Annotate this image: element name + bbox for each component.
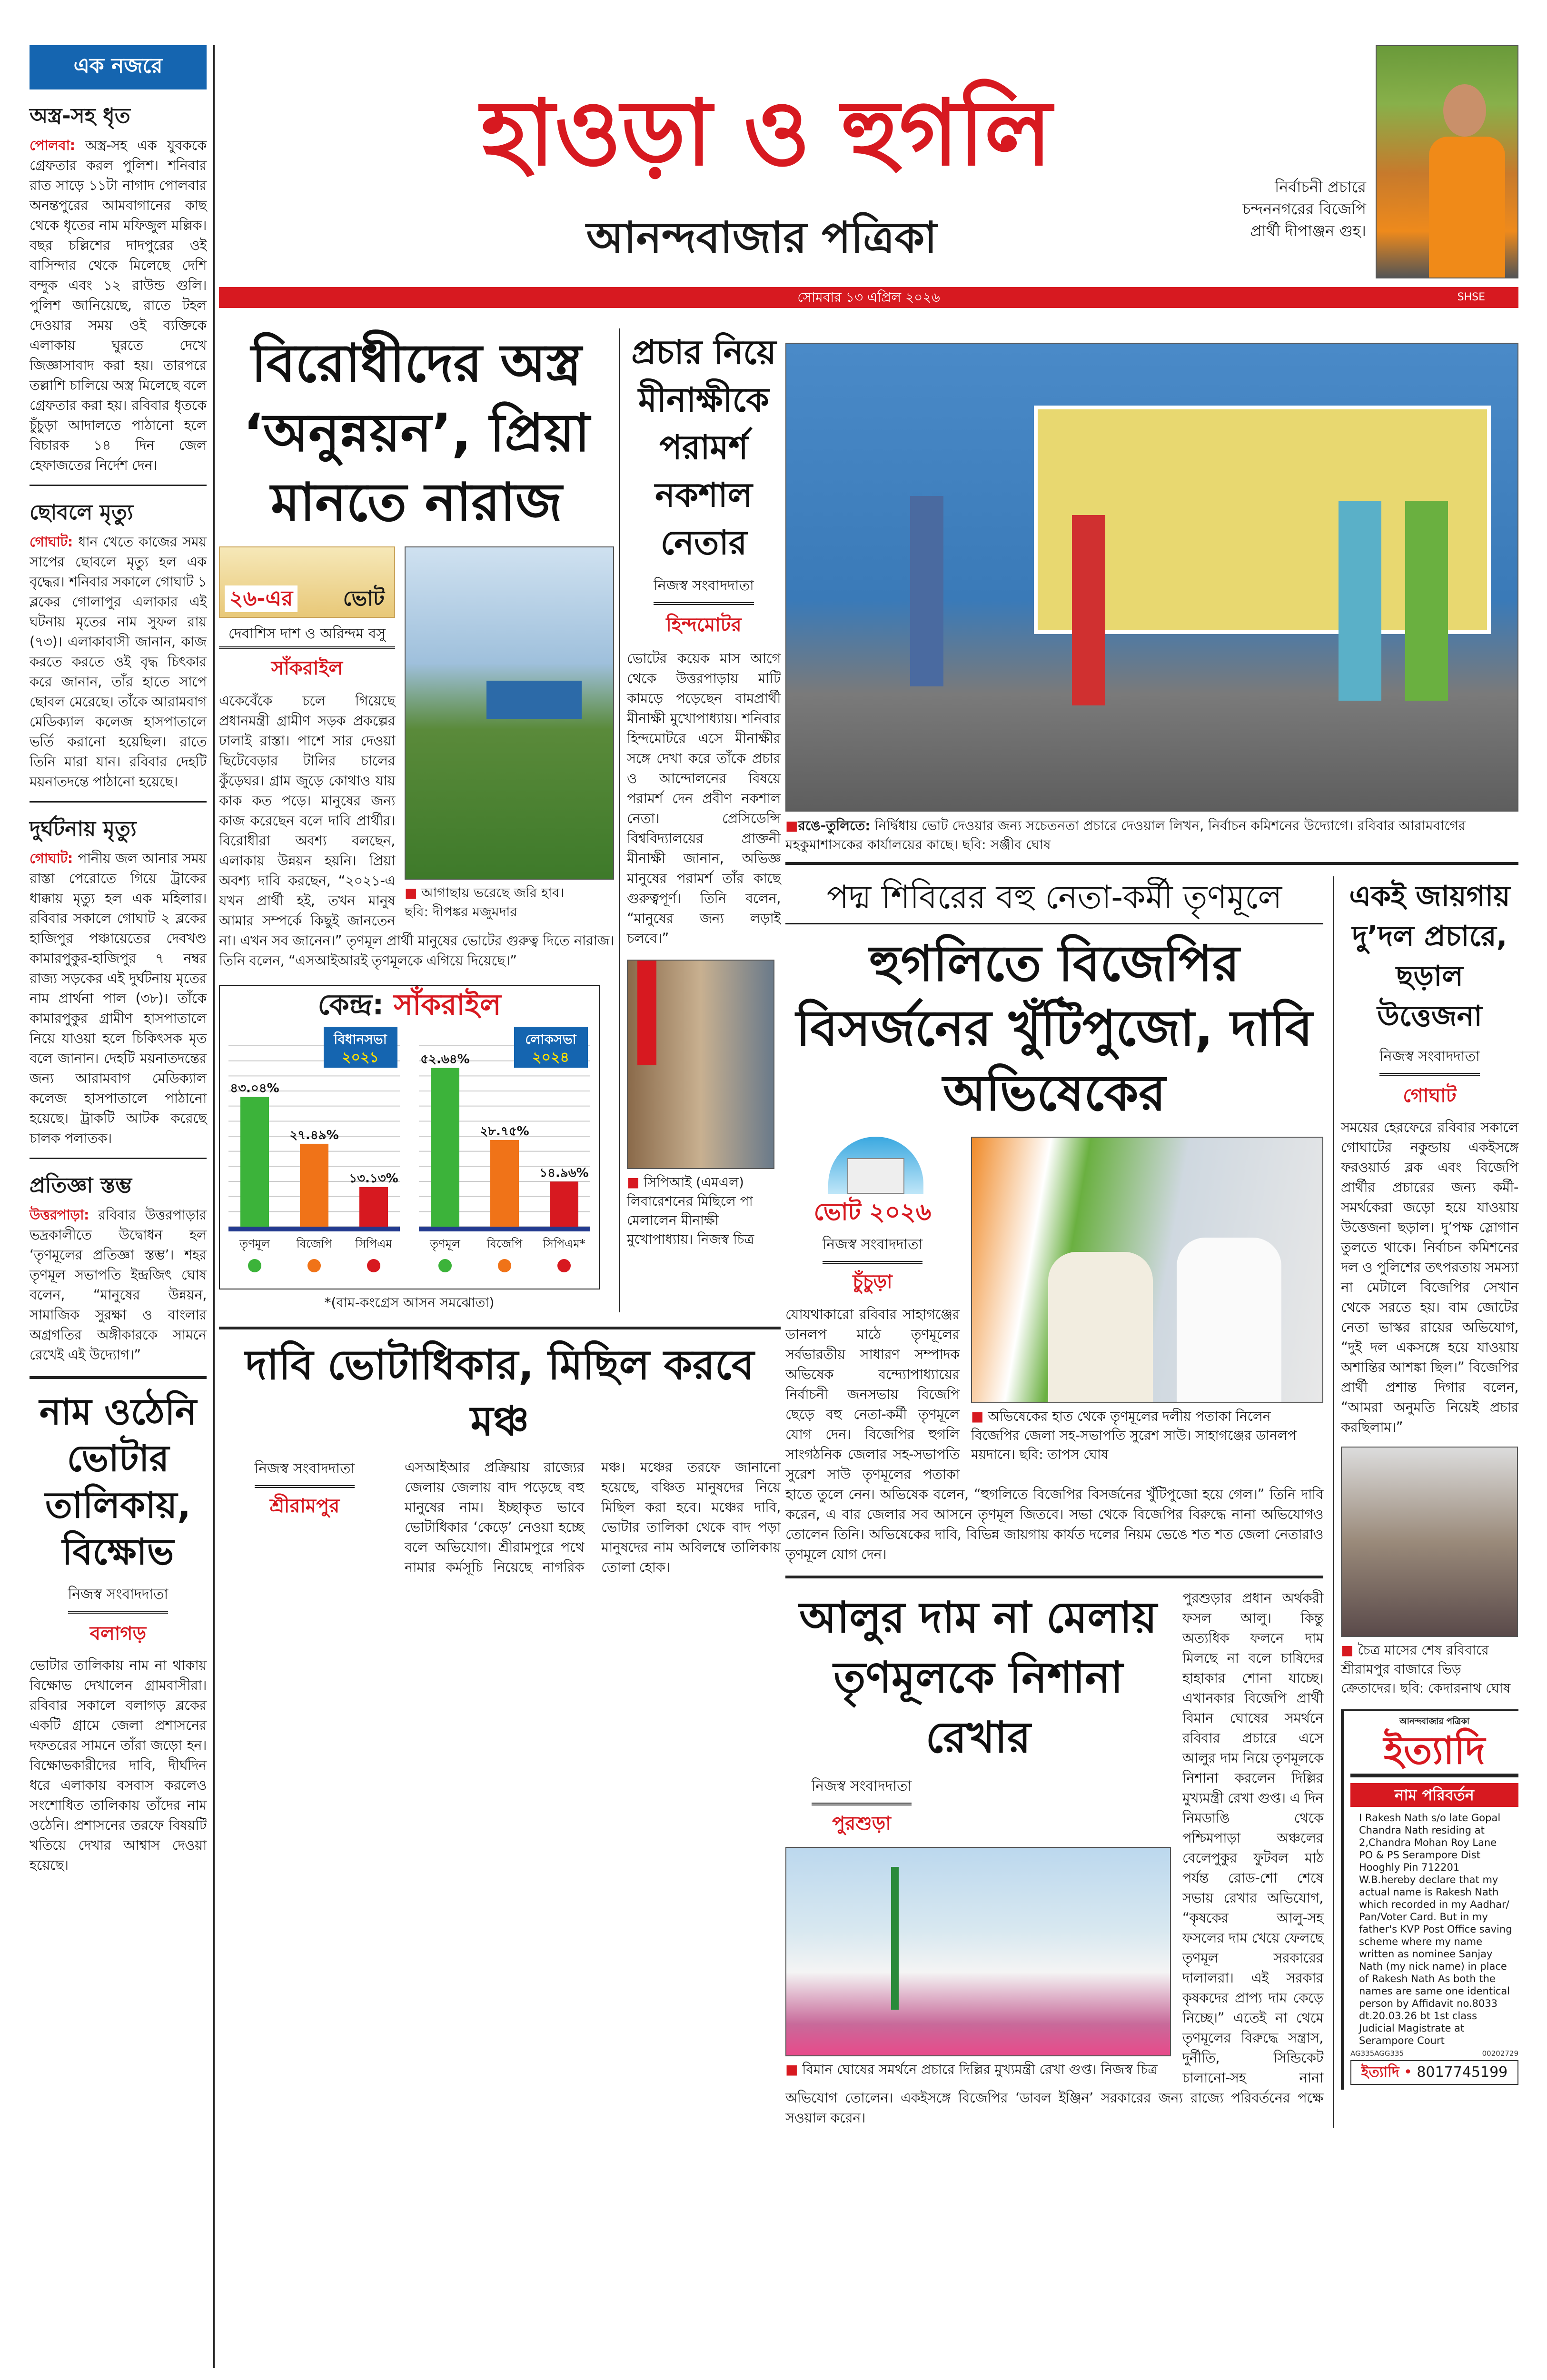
article-body: যোযথাকারো রবিবার সাহাগঞ্জের ডানলপ মাঠে তৃণমূলের সর্বভারতীয় সাধারণ সম্পাদক অভিষেক বন্দ্যোপাধ্যায়ের নির্বাচনী জনসভায় বিজেপি ছেড়ে বহু নেতা-কর্মী তৃণমূলে যোগ দেন। বিজেপির হুগলি সাংগঠনিক জেলার সহ-সভাপতি সুরেশ সাউ তৃণমূলের পতাকা হাতে তুলে নেন। অভিষেক বলেন, “হুগলিতে বিজেপির বিসর্জনের খুঁটিপুজো হয়ে গেল।” তিনি দাবি করেন, এ বার জেলার সব আসনে তৃণমূল জিতবে। সভা থেকে বিজেপির বিরুদ্ধে নানা অভিযোগও তোলেন তিনি। অভিষেকের দাবি, বিভিন্ন জায়গায় কার্যত দলের নিয়ম ভেঙে শত শত জেলা নেতারাও তৃণমূলে যোগ দেন।: [785, 1306, 1323, 1562]
publication-name: আনন্দবাজার পত্রিকা: [586, 213, 937, 263]
ad-text: I Rakesh Nath s/o late Gopal Chandra Nath residing at 2,Chandra Mohan Roy Lane PO & PS Serampore Dist Hooghly Pin 712201 W.B.hereby declare that my actual name is Rakesh Nath which recorded in my Aadhar/ Pan/Voter Card. But in my father's KVP Post Office saving scheme where my name written as nominee Sanjay Nath (my nick name) in place of Rakesh Nath As both the names are same one identical person by Affidavit no.8033 dt.20.03.26 bt 1st class Judicial Magistrate at Serampore Court: [1359, 1812, 1512, 2046]
brief-item: ছোবলে মৃত্যু গোঘাট: ধান খেতে কাজের সময় সাপের ছোবলে মৃত্যু হল এক বৃদ্ধের। শনিবার সকালে গোঘাট ১ ব্লকের গোলাপুর এলাকার এই ঘটনায় মৃতের নাম সুফল রায় (৭৩)। এলাকাবাসী জানান, কাজ করতে করতে ওই বৃদ্ধ চিৎকার করে জানান, তাঁর হাতে সাপে ছোবল মেরেছে। তাঁকে আরামবাগ মেডিক্যাল কলেজ হাসপাতালে ভর্তি করানো হয়েছিল। রাতে তিনি মারা যান। রবিবার দেহটি ময়নাতদন্তে পাঠানো হয়েছে।: [30, 485, 207, 792]
brief-item: অস্ত্র-সহ ধৃত পোলবা: অস্ত্র-সহ এক যুবককে গ্রেফতার করল পুলিশ। শনিবার রাত সাড়ে ১১টা নাগাদ পোলবার অনন্তপুরের আমবাগানের কাছ থেকে ধৃতের নাম মফিজুল মল্লিক। বছর চল্লিশের দাদপুরের ওই বাসিন্দার থেকে মিলেছে দেশি বন্দুক এবং ১২ রাউন্ড গুলি। পুলিশ জানিয়েছে, রাতে টহল দেওয়ার সময় ওই ব্যক্তিকে এলাকায় ঘুরতে দেখে জিজ্ঞাসাবাদ করা হয়। তারপরে তল্লাশি চালিয়ে অস্ত্র মিলেছে বলে গ্রেফতার করা হয়। রবিবার ধৃতকে চুঁচুড়া আদালতে পাঠানো হলে বিচারক ১৪ দিন জেল হেফাজতের নির্দেশ দেন।: [30, 104, 207, 473]
assembly-dome-icon: [828, 1137, 923, 1194]
market-photo-caption: ■ চৈত্র মাসের শেষ রবিবারে শ্রীরামপুর বাজারে ভিড় ক্রেতাদের। ছবি: কেদারনাথ ঘোষ: [1341, 1642, 1511, 1696]
byline: নিজস্ব সংবাদদাতা: [68, 1583, 169, 1614]
headline: প্রচার নিয়ে মীনাক্ষীকে পরামর্শ নকশাল নেতার: [631, 333, 776, 562]
ad-phone: 8017745199: [1417, 2064, 1508, 2081]
category-label: তৃণমূল: [239, 1237, 270, 1250]
panel-name: লোকসভা: [525, 1031, 576, 1047]
abhishek-flag-photo: [971, 1137, 1323, 1403]
panel-year: ২০২৪: [532, 1049, 569, 1066]
party-symbol-icon: [307, 1259, 321, 1272]
party-symbol-icon: [248, 1259, 261, 1272]
category-label: বিজেপি: [486, 1237, 523, 1250]
abhishek-photo-caption: ■ অভিষেকের হাত থেকে তৃণমূলের দলীয় পতাকা নিলেন বিজেপির জেলা সহ-সভাপতি সুরেশ সাউ। সাহাগঞ্জের ডানলপ ময়দানে। ছবি: তাপস ঘোষ: [971, 1408, 1297, 1462]
zari-hub-photo: [405, 546, 614, 880]
article-sankrail: [219, 328, 619, 1312]
ittadi-logo: ইত্যাদি: [1350, 1728, 1518, 1777]
chart-footnote: *(বাম-কংগ্রেস আসন সমঝোতা): [324, 1295, 495, 1310]
data-label: ৪৩.০৪%: [230, 1081, 279, 1096]
party-symbol-icon: [557, 1259, 571, 1272]
masthead-photo-caption: নির্বাচনী প্রচারে চন্দননগরের বিজেপি প্রার্থী দীপাঞ্জন গুহ।: [1242, 178, 1366, 240]
baseline: [419, 1227, 590, 1231]
data-label: ১৪.৯৬%: [539, 1166, 589, 1180]
headline: নাম ওঠেনি ভোটার তালিকায়, বিক্ষোভ: [39, 1390, 197, 1573]
chart-title: কেন্দ্র: সাঁকরাইল: [317, 988, 501, 1021]
kicker-abhishek: পদ্ম শিবিরের বহু নেতা-কর্মী তৃণমূলে: [785, 876, 1323, 924]
article-body: এসআইআর প্রক্রিয়ায় রাজ্যের জেলায় জেলায় বাদ পড়েছে বহু মানুষের নাম। ইচ্ছাকৃত ভাবে ভোটাধিকার ‘কেড়ে’ নেওয়া হচ্ছে বলে অভিযোগ। শ্রীরামপুরে পথে নামার কর্মসূচি নিয়েছে নাগরিক মঞ্চ। মঞ্চের তরফে জানানো হয়েছে, বঞ্চিত মানুষদের নিয়ে মিছিল করা হবে। মঞ্চের দাবি, ভোটার তালিকা থেকে বাদ পড়া মানুষদের নাম অবিলম্বে তালিকায় তোলা হোক।: [405, 1459, 781, 1575]
brief-item: দুর্ঘটনায় মৃত্যু গোঘাট: পানীয় জল আনার সময় রাস্তা পেরোতে গিয়ে ট্রাকের ধাক্কায় মৃত্যু হল এক মহিলার। রবিবার সকালে গোঘাট ২ ব্লকের হাজিপুর পঞ্চায়েতের দেবখণ্ড কামারপুকুর-হাজিপুর ৭ নম্বর রাজ্য সড়কের এই দুর্ঘটনায় মৃতের নাম প্রার্থনা পাল (৩৮)। তাঁকে কামারপুকুর গ্রামীণ হাসপাতালে নিয়ে যাওয়া হলে চিকিৎসক মৃত বলে জানান। দেহটি ময়নাতদন্তের জন্য আরামবাগ মেডিক্যাল কলেজ হাসপাতালে পাঠানো হয়েছে। ট্রাকটি আটক করেছে চালক পলাতক।: [30, 801, 207, 1148]
headline-sankrail: বিরোধীদের অস্ত্র ‘অনুন্নয়ন’, প্রিয়া মানতে নারাজ: [243, 333, 590, 533]
article-potato: আলুর দাম না মেলায় তৃণমূলকে নিশানা রেখার নিজস্ব সংবাদদাতা পুরশুড়া ■ বিমান ঘোষের সমর্থনে প্রচারে দিল্লির মুখ্যমন্ত্রী রেখা গুপ্ত। নিজস্ব চিত্র পুরশুড়ার প্রধান অর্থকরী ফসল আলু। কিন্তু অত্যধিক ফলনে দাম মিলছে না বলে চাষিদের হাহাকার শোনা যাচ্ছে। এখানকার বিজেপি প্রার্থী বিমান ঘোষের সমর্থনে রবিবার প্রচারে এসে আলুর দাম নিয়ে তৃণমূলকে নিশানা করলেন দিল্লির মুখ্যমন্ত্রী রেখা গুপ্ত। এ দিন নিমডাঙি থেকে পশ্চিমপাড়া অঞ্চলের বেলেপুকুর ফুটবল মাঠ পর্যন্ত রোড-শো শেষে সভায় রেখার অভিযোগ, “কৃষকের আলু-সহ ফসলের দাম খেয়ে ফেলছে তৃণমূল সরকারের দালালরা। এই সরকার কৃষকদের প্রাপ্য দাম কেড়ে নিচ্ছে।” এতেই না থেমে তৃণমূলের বিরুদ্ধে সন্ত্রাস, দুর্নীতি, সিন্ডিকেট চালানো-সহ নানা অভিযোগ তোলেন। একইসঙ্গে বিজেপির ‘ডাবল ইঞ্জিন’ সরকারের জন্য রাজ্যে পরিবর্তনের পক্ষে সওয়াল করেন।: [785, 1588, 1323, 2128]
panel-name: বিধানসভা: [334, 1031, 387, 1047]
right-block: [785, 343, 1518, 2128]
party-symbol-icon: [367, 1259, 380, 1272]
sidebar-label: এক নজরে: [30, 45, 207, 89]
byline: দেবাশিস দাশ ও অরিন্দম বসু: [219, 625, 395, 649]
category-label: বিজেপি: [296, 1237, 332, 1250]
left-column: [30, 45, 207, 1875]
bar: [359, 1187, 388, 1227]
category-label: সিপিএম*: [543, 1237, 585, 1250]
chart-svg: [220, 1027, 599, 1289]
edition-code: SHSE: [1457, 291, 1485, 303]
data-label: ২৮.৭৫%: [480, 1124, 529, 1139]
center-column: [785, 876, 1333, 2128]
bar: [240, 1097, 269, 1227]
article-meenakshi: প্রচার নিয়ে মীনাক্ষীকে পরামর্শ নকশাল নেতার নিজস্ব সংবাদদাতা হিন্দমোটর ভোটের কয়েক মাস আগে থেকে উত্তরপাড়ায় মাটি কামড়ে পড়েছেন বামপ্রার্থী মীনাক্ষী মুখোপাধ্যায়। শনিবার হিন্দমোটরে এসে মীনাক্ষীর সঙ্গে দেখা করে তাঁকে প্রচার ও আন্দোলনের বিষয়ে পরামর্শ দেন প্রবীণ নকশাল নেতা। প্রেসিডেন্সি বিশ্ববিদ্যালয়ের প্রাক্তনী মীনাক্ষী জানান, অভিজ্ঞ মানুষের পরামর্শ তাঁর কাছে গুরুত্বপূর্ণ। তিনি বলেন, “মানুষের জন্য লড়াই চলবে।” ■ সিপিআই (এমএল) লিবারেশনের মিছিলে পা মেলালেন মীনাক্ষী মুখোপাধ্যায়। নিজস্ব চিত্র: [619, 328, 781, 1312]
data-label: ২৭.৪৯%: [289, 1128, 339, 1142]
vote-26-kicker: ২৬-এর ভোট: [219, 546, 395, 618]
wall-photo-caption: ■রঙে-তুলিতে: নির্দ্বিধায় ভোট দেওয়ার জন্য সচেতনতা প্রচারে দেওয়াল লিখন, নির্বাচন কমিশনের উদ্যোগে। রবিবার আরামবাগের মহকুমাশাসকের কার্যালয়ের কাছে। ছবি: সঞ্জীব ঘোষ: [785, 818, 1466, 853]
middle-left-block: [219, 328, 781, 1577]
article-body: একেবেঁকে চলে গিয়েছে প্রধানমন্ত্রী গ্রামীণ সড়ক প্রকল্পের ঢালাই রাস্তা। পাশে সার দেওয়া ছিটেবেড়ার টালির চালের কুঁড়েঘর। গ্রাম জুড়ে কোথাও যায় কাক কত পড়ে। মানুষের জন্য কাজ করেছেন বলে দাবি প্রার্থীর। বিরোধীরা অবশ্য বলছেন, এলাকায় উন্নয়ন হয়নি। প্রিয়া অবশ্য দাবি করছেন, “২০২১-এ যখন প্রার্থী হই, তখন মানুষ আমার সম্পর্কে কিছুই জানতেন না। এখন সব জানেন।” তৃণমূল প্রার্থী মানুষের ভোটের গুরুত্ব দিতে নারাজ। তিনি বলেন, “এসআইআরই তৃণমূলকে এগিয়ে দিয়েছে।”: [219, 693, 614, 969]
article-body: পুরশুড়ার প্রধান অর্থকরী ফসল আলু। কিন্তু অত্যধিক ফলনে দাম মিলছে না বলে চাষিদের হাহাকার শোনা যাচ্ছে। এখানকার বিজেপি প্রার্থী বিমান ঘোষের সমর্থনে রবিবার প্রচারে এসে আলুর দাম নিয়ে তৃণমূলকে নিশানা করলেন দিল্লির মুখ্যমন্ত্রী রেখা গুপ্ত। এ দিন নিমডাঙি থেকে পশ্চিমপাড়া অঞ্চলের বেলেপুকুর ফুটবল মাঠ পর্যন্ত রোড-শো শেষে সভায় রেখার অভিযোগ, “কৃষকের আলু-সহ ফসলের দাম খেয়ে ফেলছে তৃণমূল সরকারের দালালরা। এই সরকার কৃষকদের প্রাপ্য দাম কেড়ে নিচ্ছে।” এতেই না থেমে তৃণমূলের বিরুদ্ধে সন্ত্রাস, দুর্নীতি, সিন্ডিকেট চালানো-সহ নানা অভিযোগ তোলেন। একইসঙ্গে বিজেপির ‘ডাবল ইঞ্জিন’ সরকারের জন্য রাজ্যে পরিবর্তনের পক্ষে সওয়াল করেন।: [785, 1590, 1323, 2126]
rekha-photo-caption: ■ বিমান ঘোষের সমর্থনে প্রচারে দিল্লির মুখ্যমন্ত্রী রেখা গুপ্ত। নিজস্ব চিত্র: [785, 2062, 1158, 2077]
headline: একই জায়গায় দু’দল প্রচারে, ছড়াল উত্তেজনা: [1349, 880, 1510, 1033]
data-label: ৫২.৬৪%: [420, 1052, 470, 1067]
masthead-title: হাওড়া ও হুগলি: [481, 80, 1052, 186]
zari-photo-caption: ■ আগাছায় ভরেছে জরি হাব। ছবি: দীপঙ্কর মজুমদার: [405, 885, 565, 920]
classified-ad: আনন্দবাজার পত্রিকা ইত্যাদি নাম পরিবর্তন I Rakesh Nath s/o late Gopal Chandra Nath residing at 2,Chandra Mohan Roy Lane PO & PS Serampore Dist Hooghly Pin 712201 W.B.hereby declare that my actual name is Rakesh Nath which recorded in my Aadhar/ Pan/Voter Card. But in my father's KVP Post Office saving scheme where my name written as nominee Sanjay Nath (my nick name) in place of Rakesh Nath As both the names are same one identical person by Affidavit no.8033 dt.20.03.26 bt 1st class Judicial Magistrate at Serampore Court AG335AGG335 00202729 ইত্যাদি • 8017745199: [1341, 1709, 1518, 2090]
ad-contact: ইত্যাদি • 8017745199: [1350, 2060, 1518, 2085]
dateline: বলাগড়: [89, 1623, 147, 1645]
vote-2026-logo: ভোট ২০২৬: [785, 1137, 966, 1227]
market-photo: [1341, 1447, 1518, 1637]
headline-potato: আলুর দাম না মেলায় তৃণমূলকে নিশানা রেখার: [799, 1593, 1157, 1763]
bar: [490, 1140, 519, 1227]
liberation-photo-caption: ■ সিপিআই (এমএল) লিবারেশনের মিছিলে পা মেলালেন মীনাক্ষী মুখোপাধ্যায়। নিজস্ব চিত্র: [627, 1174, 754, 1247]
article-body: ভোটার তালিকায় নাম না থাকায় বিক্ষোভ দেখালেন গ্রামবাসীরা। রবিবার সকালে বলাগড় ব্লকের একটি গ্রামে জেলা প্রশাসনের দফতরের সামনে তাঁরা জড়ো হন। বিক্ষোভকারীদের দাবি, দীর্ঘদিন ধরে এলাকায় বসবাস করলেও সংশোধিত তালিকায় তাঁদের নাম ওঠেনি। প্রশাসনের তরফে বিষয়টি খতিয়ে দেখার আশ্বাস দেওয়া হয়েছে।: [30, 1657, 207, 1873]
category-label: তৃণমূল: [430, 1237, 460, 1250]
right-column: [1333, 876, 1518, 2128]
issue-date: সোমবার ১৩ এপ্রিল ২০২৬: [797, 289, 940, 305]
rekha-gupta-photo: [785, 1847, 1171, 2056]
article-body: ভোটের কয়েক মাস আগে থেকে উত্তরপাড়ায় মাটি কামড়ে পড়েছেন বামপ্রার্থী মীনাক্ষী মুখোপাধ্যায়। শনিবার হিন্দমোটরে এসে মীনাক্ষীর সঙ্গে দেখা করে তাঁকে প্রচার ও আন্দোলনের বিষয়ে পরামর্শ দেন প্রবীণ নকশাল নেতা। প্রেসিডেন্সি বিশ্ববিদ্যালয়ের প্রাক্তনী মীনাক্ষী জানান, অভিজ্ঞ মানুষের পরামর্শ তাঁর কাছে গুরুত্বপূর্ণ। তিনি বলেন, “মানুষের জন্য লড়াই চলবে।”: [627, 650, 781, 946]
headline-march: দাবি ভোটাধিকার, মিছিল করবে মঞ্চ: [245, 1341, 754, 1445]
dateline: সাঁকরাইল: [271, 657, 343, 679]
baseline: [228, 1227, 400, 1231]
bar: [550, 1181, 578, 1227]
article-goghat: একই জায়গায় দু’দল প্রচারে, ছড়াল উত্তেজনা নিজস্ব সংবাদদাতা গোঘাট সময়ের হেরফেরে রবিবার সকালে গোঘাটের নকুন্ডায় একইসঙ্গে ফরওয়ার্ড ব্লক এবং বিজেপি প্রার্থীর প্রচারের জন্য কর্মী-সমর্থকেরা জড়ো হয়ে যাওয়ায় উত্তেজনা ছড়াল। দু’পক্ষ স্লোগান তুলতে থাকে। নির্বাচন কমিশনের দল ও পুলিশের তৎপরতায় সমস্যা না মেটালে বিজেপির সেখান থেকে সরতে হয়। বাম জোটের নেতা ভাস্কর রায়ের অভিযোগ, “দুই দল একসঙ্গে হয়ে যাওয়ায় অশান্তির আশঙ্কা ছিল।” বিজেপির প্রার্থী প্রশান্ত দিগার বলেন, “আমরা অনুমতি নিয়েই প্রচার করছিলাম।”: [1341, 876, 1518, 1437]
candidate-photo: [1376, 45, 1518, 278]
bar: [300, 1144, 328, 1227]
vote-share-chart: [219, 985, 600, 1289]
article-voter-list: [30, 1388, 207, 1875]
party-symbol-icon: [498, 1259, 511, 1272]
wall-painting-photo: [785, 343, 1518, 812]
date-bar: [219, 287, 1518, 308]
headline-abhishek: হুগলিতে বিজেপির বিসর্জনের খুঁটিপুজো, দাবি অভিষেকের: [796, 934, 1313, 1122]
panel-year: ২০২১: [342, 1049, 379, 1066]
liberation-rally-photo: [627, 960, 774, 1169]
article-abhishek: পদ্ম শিবিরের বহু নেতা-কর্মী তৃণমূলে হুগলিতে বিজেপির বিসর্জনের খুঁটিপুজো, দাবি অভিষেকের ■ অভিষেকের হাত থেকে তৃণমূলের দলীয় পতাকা নিলেন বিজেপির জেলা সহ-সভাপতি সুরেশ সাউ। সাহাগঞ্জের ডানলপ ময়দানে। ছবি: তাপস ঘোষ ভোট ২০২৬ নিজস্ব সংবাদদাতা চুঁচুড়া যোযথাকারো রবিবার সাহাগঞ্জের ডানলপ মাঠে তৃণমূলের সর্বভারতীয় সাধারণ সম্পাদক অভিষেক বন্দ্যোপাধ্যায়ের নির্বাচনী জনসভায় বিজেপি ছেড়ে বহু নেতা-কর্মী তৃণমূলে যোগ দেন। বিজেপির হুগলি সাংগঠনিক জেলার সহ-সভাপতি সুরেশ সাউ তৃণমূলের পতাকা হাতে তুলে নেন। অভিষেক বলেন, “হুগলিতে বিজেপির বিসর্জনের খুঁটিপুজো হয়ে গেল।” তিনি দাবি করেন, এ বার জেলার সব আসনে তৃণমূল জিতবে। সভা থেকে বিজেপির বিরুদ্ধে নানা অভিযোগও তোলেন তিনি। অভিষেকের দাবি, বিভিন্ন জায়গায় কার্যত দলের নিয়ম ভেঙে শত শত জেলা নেতারাও তৃণমূলে যোগ দেন।: [785, 876, 1323, 1564]
brief-item: প্রতিজ্ঞা স্তম্ভ উত্তরপাড়া: রবিবার উত্তরপাড়ার ভদ্রকালীতে উদ্বোধন হল ‘তৃণমূলের প্রতিজ্ঞা স্তম্ভ’। শহর তৃণমূল সভাপতি ইন্দ্রজিৎ ঘোষ বলেন, “মানুষের উন্নয়ন, সামাজিক সুরক্ষা ও বাংলার অগ্রগতির অঙ্গীকারকে সামনে রেখেই এই উদ্যোগ।”: [30, 1158, 207, 1365]
article-march: দাবি ভোটাধিকার, মিছিল করবে মঞ্চ নিজস্ব সংবাদদাতা শ্রীরামপুর এসআইআর প্রক্রিয়ায় রাজ্যের জেলায় জেলায় বাদ পড়েছে বহু মানুষের নাম। ইচ্ছাকৃত ভাবে ভোটাধিকার ‘কেড়ে’ নেওয়া হচ্ছে বলে অভিযোগ। শ্রীরামপুরে পথে নামার কর্মসূচি নিয়েছে নাগরিক মঞ্চ। মঞ্চের তরফে জানানো হয়েছে, বঞ্চিত মানুষদের নিয়ে মিছিল করা হবে। মঞ্চের দাবি, ভোটার তালিকা থেকে বাদ পড়া মানুষদের নাম অবিলম্বে তালিকায় তোলা হোক।: [219, 1337, 781, 1577]
article-body: সময়ের হেরফেরে রবিবার সকালে গোঘাটের নকুন্ডায় একইসঙ্গে ফরওয়ার্ড ব্লক এবং বিজেপি প্রার্থীর প্রচারের জন্য কর্মী-সমর্থকেরা জড়ো হয়ে যাওয়ায় উত্তেজনা ছড়াল। দু’পক্ষ স্লোগান তুলতে থাকে। নির্বাচন কমিশনের দল ও পুলিশের তৎপরতায় সমস্যা না মেটালে বিজেপির সেখান থেকে সরতে হয়। বাম জোটের নেতা ভাস্কর রায়ের অভিযোগ, “দুই দল একসঙ্গে হয়ে যাওয়ায় অশান্তির আশঙ্কা ছিল।” বিজেপির প্রার্থী প্রশান্ত দিগার বলেন, “আমরা অনুমতি নিয়েই প্রচার করছিলাম।”: [1341, 1119, 1518, 1435]
bar: [431, 1068, 459, 1227]
party-symbol-icon: [438, 1259, 452, 1272]
category-label: সিপিএম: [355, 1237, 392, 1250]
data-label: ১৩.১৩%: [349, 1171, 398, 1186]
